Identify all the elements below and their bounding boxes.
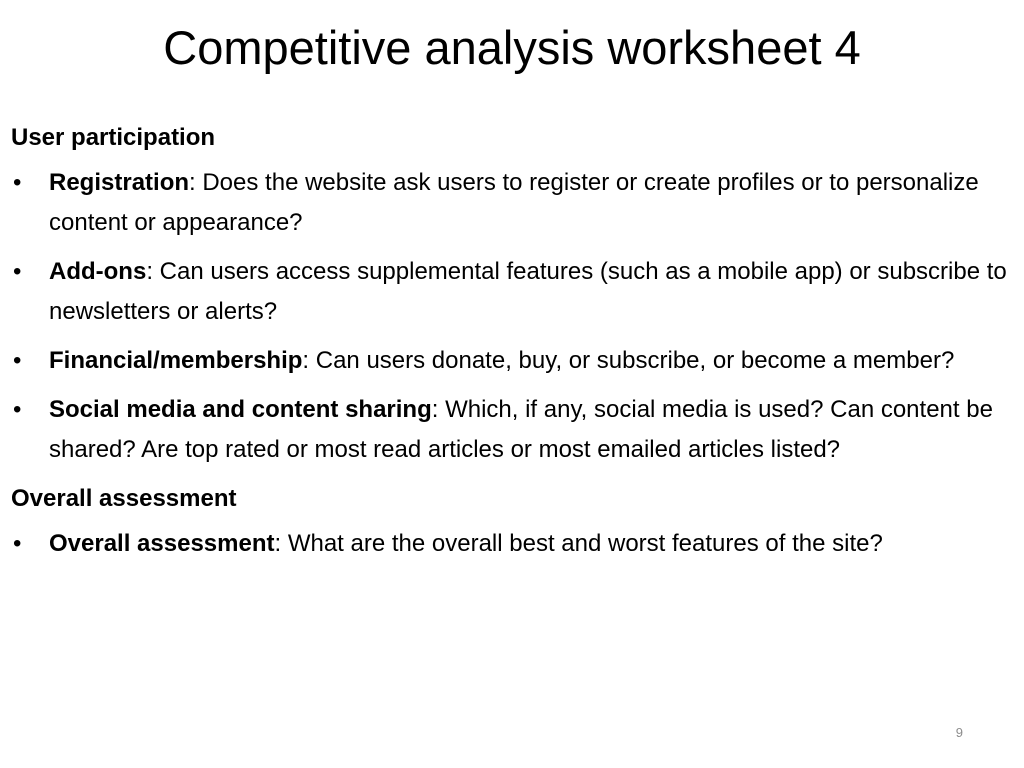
bullet-text: : What are the overall best and worst features of the site? <box>274 530 883 557</box>
bullet-add-ons <box>11 252 1007 332</box>
bullet-term: Add-ons <box>49 258 147 285</box>
bullet-term: Overall assessment <box>49 530 275 557</box>
bullet-text: : Can users donate, buy, or subscribe, or become a member? <box>302 347 955 374</box>
bullet-registration <box>11 163 1007 243</box>
section-heading-overall-assessment: Overall assessment <box>11 485 237 512</box>
section-heading-user-participation: User participation <box>11 124 216 151</box>
bullet-icon: • <box>13 347 22 374</box>
bullet-icon: • <box>13 169 22 196</box>
bullet-icon: • <box>13 396 22 423</box>
bullet-term: Social media and content sharing <box>49 396 432 423</box>
page-number: 9 <box>955 725 963 740</box>
bullet-social-media <box>11 390 1007 470</box>
slide-content <box>11 116 1007 573</box>
bullet-icon: • <box>13 530 22 557</box>
bullet-term: Financial/membership <box>49 347 303 374</box>
bullet-text: : Which, if any, social media is used? Can content be shared? Are top rated or most read articles or most emailed articles listed? <box>49 396 993 463</box>
bullet-text: : Does the website ask users to register or create profiles or to personalize content or appearance? <box>49 169 979 236</box>
bullet-overall-assessment <box>11 524 1007 564</box>
bullet-financial-membership <box>11 341 1007 381</box>
bullet-text: : Can users access supplemental features (such as a mobile app) or subscribe to newsletters or alerts? <box>49 258 1007 325</box>
slide-title: Competitive analysis worksheet 4 <box>163 21 861 74</box>
bullet-icon: • <box>13 258 22 285</box>
bullet-term: Registration <box>49 169 190 196</box>
